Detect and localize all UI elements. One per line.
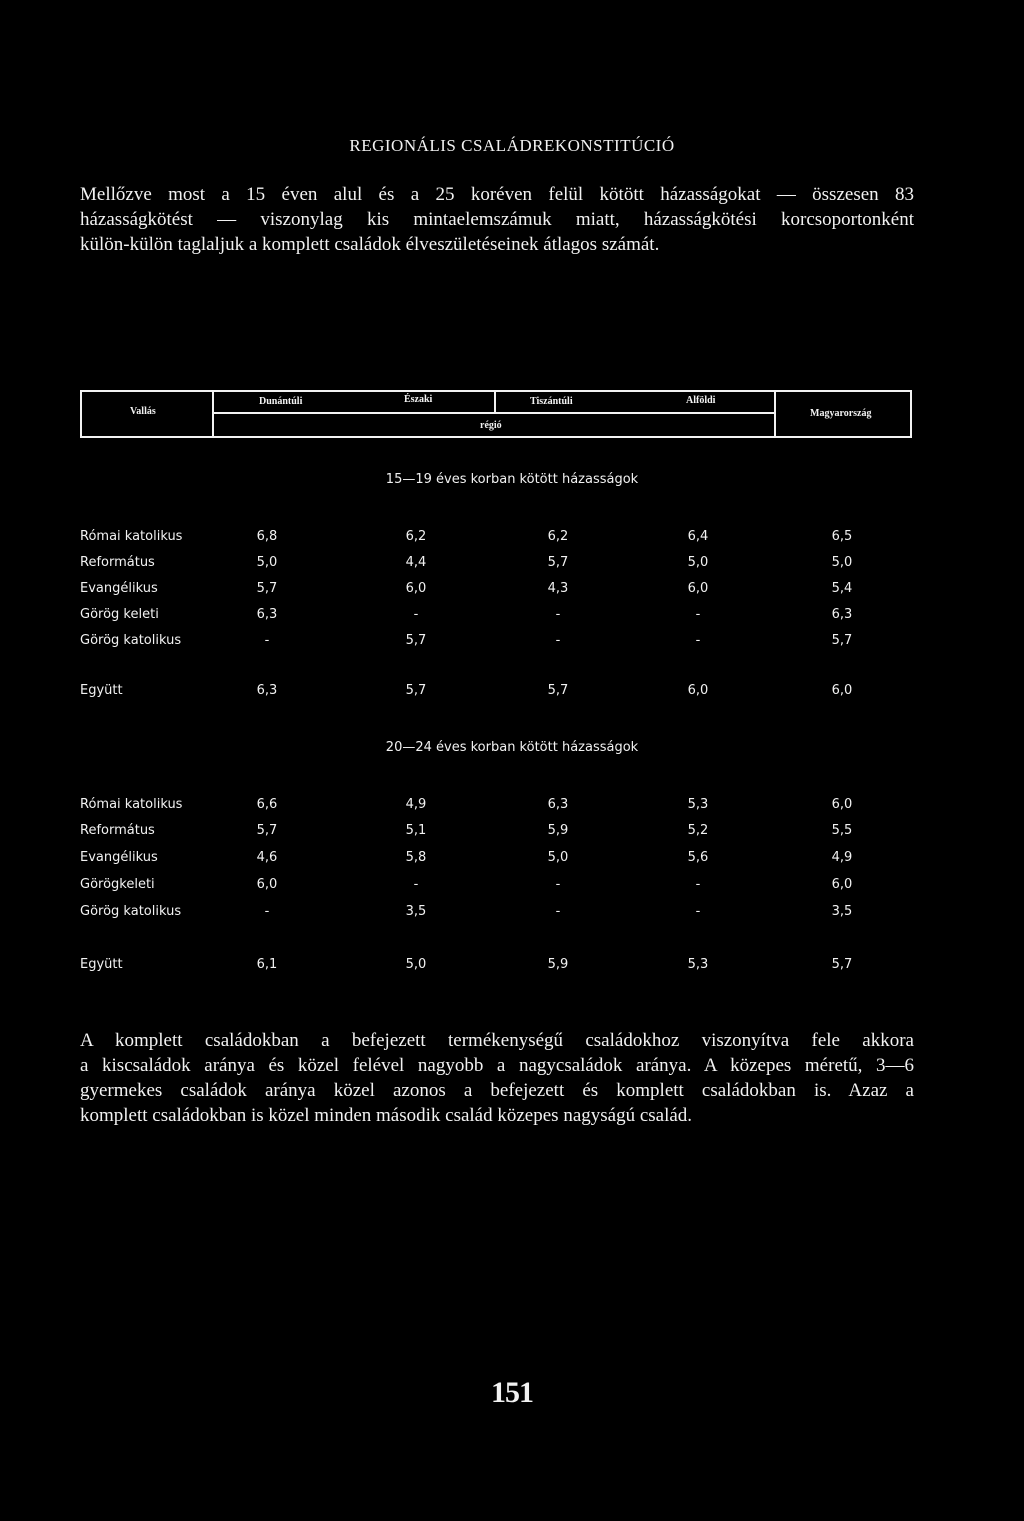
closing-line: komplett családokban is közel minden második család közepes nagyságú család. (80, 1105, 693, 1126)
cell-eszaki: 4,4 (405, 555, 427, 570)
intro-line: házasságkötést — viszonylag kis mintaelemszámuk miatt, házasságkötési korcsoportonként (80, 209, 914, 230)
cell-magyarorszag: 6,0 (831, 877, 853, 892)
cell-magyarorszag: 6,5 (831, 529, 853, 544)
cell-eszaki: 4,9 (405, 797, 427, 812)
table-row (0, 904, 1024, 922)
cell-tiszantuli: 6,3 (547, 797, 569, 812)
section-title: 15—19 éves korban kötött házasságok (385, 472, 639, 487)
header-regio: régió (480, 420, 502, 431)
row-label: Együtt (80, 683, 123, 698)
closing-paragraph (80, 1028, 914, 1128)
cell-eszaki: 6,2 (405, 529, 427, 544)
page-number: 151 (491, 1376, 533, 1409)
cell-dunantuli: 4,6 (256, 850, 278, 865)
cell-magyarorszag: 5,0 (831, 555, 853, 570)
cell-alfoldi: 5,3 (687, 797, 709, 812)
header-rule (214, 412, 774, 414)
closing-line: A komplett családokban a befejezett termékenységű családokhoz viszonyítva fele akkora (80, 1030, 914, 1051)
header-eszaki: Északi (404, 394, 433, 405)
closing-line: gyermekes családok aránya közel azonos a befejezett és komplett családokban is. Azaz a (80, 1080, 914, 1101)
table-total-row (0, 683, 1024, 701)
cell-eszaki: 3,5 (405, 904, 427, 919)
row-label: Evangélikus (80, 581, 158, 596)
intro-paragraph (80, 182, 914, 257)
cell-tiszantuli: 5,0 (547, 850, 569, 865)
cell-tiszantuli: - (555, 877, 561, 892)
running-head: REGIONÁLIS CSALÁDREKONSTITÚCIÓ (349, 136, 675, 155)
table-row (0, 797, 1024, 815)
cell-tiszantuli: 5,7 (547, 683, 569, 698)
intro-line: külön-külön taglaljuk a komplett családok élveszületéseinek átlagos számát. (80, 234, 660, 255)
cell-magyarorszag: 5,5 (831, 823, 853, 838)
cell-alfoldi: 6,4 (687, 529, 709, 544)
header-divider (494, 390, 496, 412)
intro-line: Mellőzve most a 15 éven alul és a 25 koréven felül kötött házasságokat — összesen 83 (80, 184, 914, 205)
cell-eszaki: - (413, 607, 419, 622)
cell-tiszantuli: - (555, 904, 561, 919)
cell-dunantuli: 5,7 (256, 823, 278, 838)
closing-line: a kiscsaládok aránya és közel felével nagyobb a nagycsaládok aránya. A közepes méretű, 3—6 (80, 1055, 914, 1076)
table-row (0, 877, 1024, 895)
header-divider (774, 390, 776, 438)
row-label: Görög katolikus (80, 904, 182, 919)
header-tiszantuli: Tiszántúli (530, 396, 573, 407)
cell-dunantuli: 6,0 (256, 877, 278, 892)
table-row (0, 581, 1024, 599)
cell-eszaki: 5,7 (405, 683, 427, 698)
cell-tiszantuli: 5,7 (547, 555, 569, 570)
table-row (0, 850, 1024, 868)
cell-dunantuli: 6,3 (256, 607, 278, 622)
cell-tiszantuli: - (555, 633, 561, 648)
header-divider (212, 390, 214, 438)
cell-magyarorszag: 5,7 (831, 957, 853, 972)
table-row (0, 607, 1024, 625)
cell-magyarorszag: 5,7 (831, 633, 853, 648)
cell-alfoldi: 5,3 (687, 957, 709, 972)
cell-dunantuli: 6,1 (256, 957, 278, 972)
row-label: Evangélikus (80, 850, 158, 865)
cell-dunantuli: - (264, 633, 270, 648)
cell-magyarorszag: 3,5 (831, 904, 853, 919)
cell-tiszantuli: 5,9 (547, 823, 569, 838)
cell-dunantuli: 6,8 (256, 529, 278, 544)
cell-magyarorszag: 6,0 (831, 797, 853, 812)
table-header (80, 390, 912, 438)
table-row (0, 823, 1024, 841)
cell-eszaki: 5,7 (405, 633, 427, 648)
section-title: 20—24 éves korban kötött házasságok (385, 740, 639, 755)
cell-eszaki: 5,1 (405, 823, 427, 838)
cell-eszaki: - (413, 877, 419, 892)
table-row (0, 633, 1024, 651)
header-dunantuli: Dunántúli (259, 396, 303, 407)
row-label: Együtt (80, 957, 123, 972)
cell-dunantuli: 6,3 (256, 683, 278, 698)
cell-magyarorszag: 6,3 (831, 607, 853, 622)
cell-alfoldi: 5,2 (687, 823, 709, 838)
cell-magyarorszag: 4,9 (831, 850, 853, 865)
cell-tiszantuli: - (555, 607, 561, 622)
header-alfoldi: Alföldi (686, 395, 716, 406)
cell-tiszantuli: 6,2 (547, 529, 569, 544)
cell-tiszantuli: 4,3 (547, 581, 569, 596)
row-label: Görög katolikus (80, 633, 182, 648)
cell-dunantuli: 5,7 (256, 581, 278, 596)
cell-magyarorszag: 5,4 (831, 581, 853, 596)
cell-alfoldi: 5,6 (687, 850, 709, 865)
table-total-row (0, 957, 1024, 975)
table-row (0, 555, 1024, 573)
cell-eszaki: 5,0 (405, 957, 427, 972)
cell-alfoldi: - (695, 607, 701, 622)
cell-alfoldi: 6,0 (687, 683, 709, 698)
cell-alfoldi: 6,0 (687, 581, 709, 596)
row-label: Református (80, 555, 155, 570)
header-magyarorszag: Magyarország (810, 408, 872, 419)
cell-eszaki: 6,0 (405, 581, 427, 596)
row-label: Görögkeleti (80, 877, 155, 892)
cell-alfoldi: - (695, 877, 701, 892)
row-label: Római katolikus (80, 529, 183, 544)
cell-alfoldi: - (695, 904, 701, 919)
row-label: Református (80, 823, 155, 838)
cell-dunantuli: 6,6 (256, 797, 278, 812)
table-row (0, 529, 1024, 547)
row-label: Görög keleti (80, 607, 159, 622)
cell-alfoldi: 5,0 (687, 555, 709, 570)
cell-tiszantuli: 5,9 (547, 957, 569, 972)
cell-dunantuli: - (264, 904, 270, 919)
cell-alfoldi: - (695, 633, 701, 648)
cell-magyarorszag: 6,0 (831, 683, 853, 698)
header-vallas: Vallás (130, 406, 156, 417)
row-label: Római katolikus (80, 797, 183, 812)
cell-dunantuli: 5,0 (256, 555, 278, 570)
cell-eszaki: 5,8 (405, 850, 427, 865)
